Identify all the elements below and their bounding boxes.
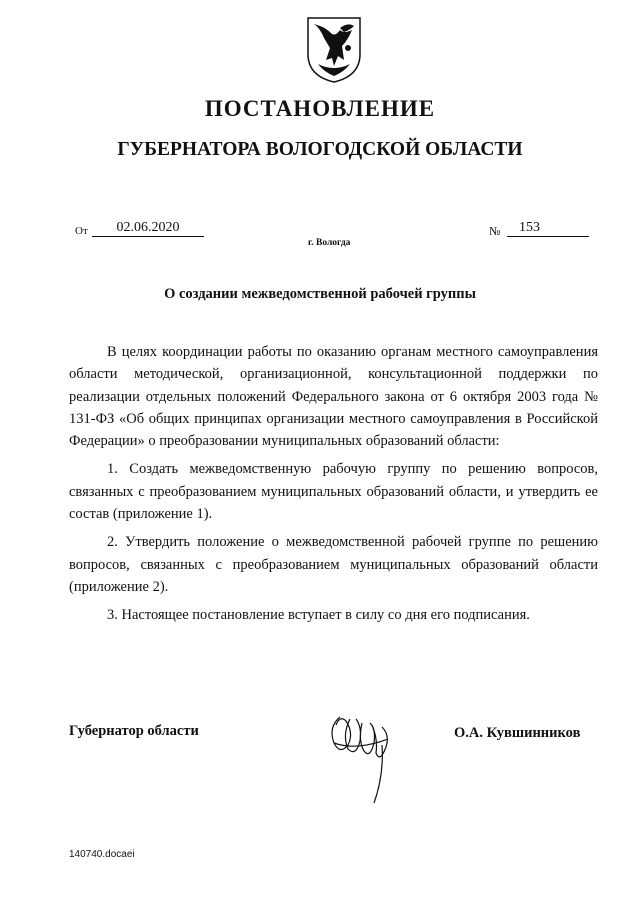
document-subject: О создании межведомственной рабочей группы — [164, 286, 476, 302]
document-body — [69, 341, 598, 627]
document-date: 02.06.2020 — [92, 220, 204, 237]
document-file-code: 140740.docaei — [69, 849, 135, 860]
document-title: ПОСТАНОВЛЕНИЕ — [204, 96, 436, 121]
preamble-paragraph: В целях координации работы по оказанию органам местного самоуправления области методической, организационной, консультационной поддержки по реализации отдельных положений Федерального закона от 6 октября 2003 года № 131-ФЗ «Об общих принципах организации местного самоуправления в Российской Федерации» о преобразовании муниципальных образований области: — [69, 344, 598, 450]
signatory-title: Губернатор области — [69, 723, 199, 739]
document-city: г. Вологда — [308, 238, 351, 248]
number-label: № — [489, 224, 501, 238]
document-issuer: ГУБЕРНАТОРА ВОЛОГОДСКОЙ ОБЛАСТИ — [117, 139, 523, 160]
clause-2: 2. Утвердить положение о межведомственной рабочей группе по решению вопросов, связанных с преобразованием муниципальных образований области (приложение 2). — [69, 534, 598, 595]
document-number: 153 — [519, 220, 540, 235]
signatory-name: О.А. Кувшинников — [454, 725, 581, 741]
handwritten-signature — [326, 705, 396, 805]
date-label: От — [75, 225, 88, 237]
document-number-field — [507, 220, 589, 237]
vologda-coat-of-arms-icon — [304, 14, 364, 84]
clause-1: 1. Создать межведомственную рабочую группу по решению вопросов, связанных с преобразованием муниципальных образований области, и утвердить ее состав (приложение 1). — [69, 461, 598, 523]
clause-3: 3. Настоящее постановление вступает в силу со дня его подписания. — [107, 607, 530, 624]
